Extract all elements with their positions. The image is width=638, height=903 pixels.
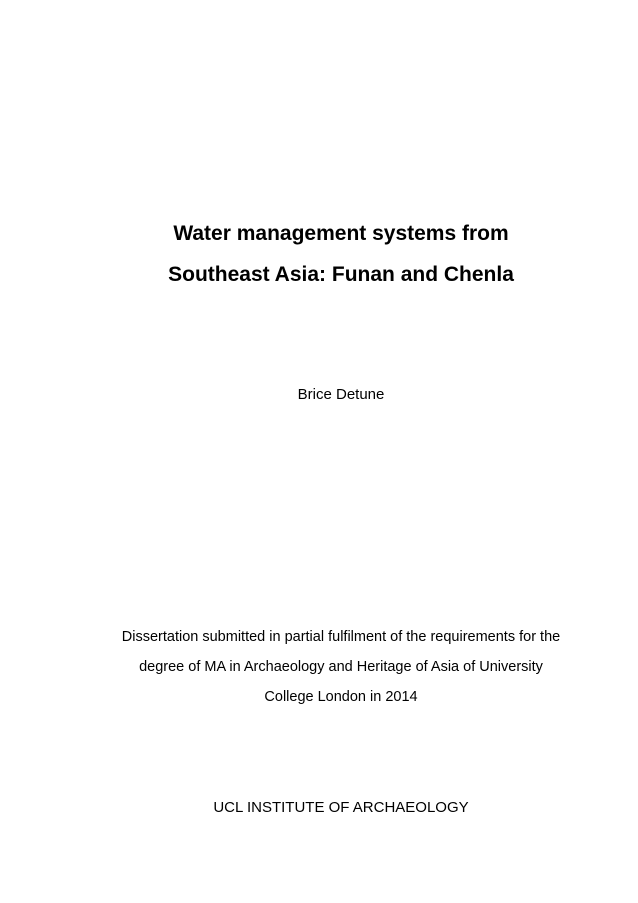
title-line-1: Water management systems from — [173, 222, 509, 245]
dissertation-title — [0, 213, 638, 295]
institution-name: UCL INSTITUTE OF ARCHAEOLOGY — [213, 799, 469, 816]
statement-line-1: Dissertation submitted in partial fulfilment of the requirements for the — [121, 629, 561, 645]
author-name: Brice Detune — [297, 386, 385, 403]
submission-statement — [0, 622, 638, 712]
title-line-2: Southeast Asia: Funan and Chenla — [168, 263, 514, 286]
statement-line-2: degree of MA in Archaeology and Heritage of Asia of University — [139, 659, 543, 675]
statement-line-3: College London in 2014 — [264, 689, 418, 705]
